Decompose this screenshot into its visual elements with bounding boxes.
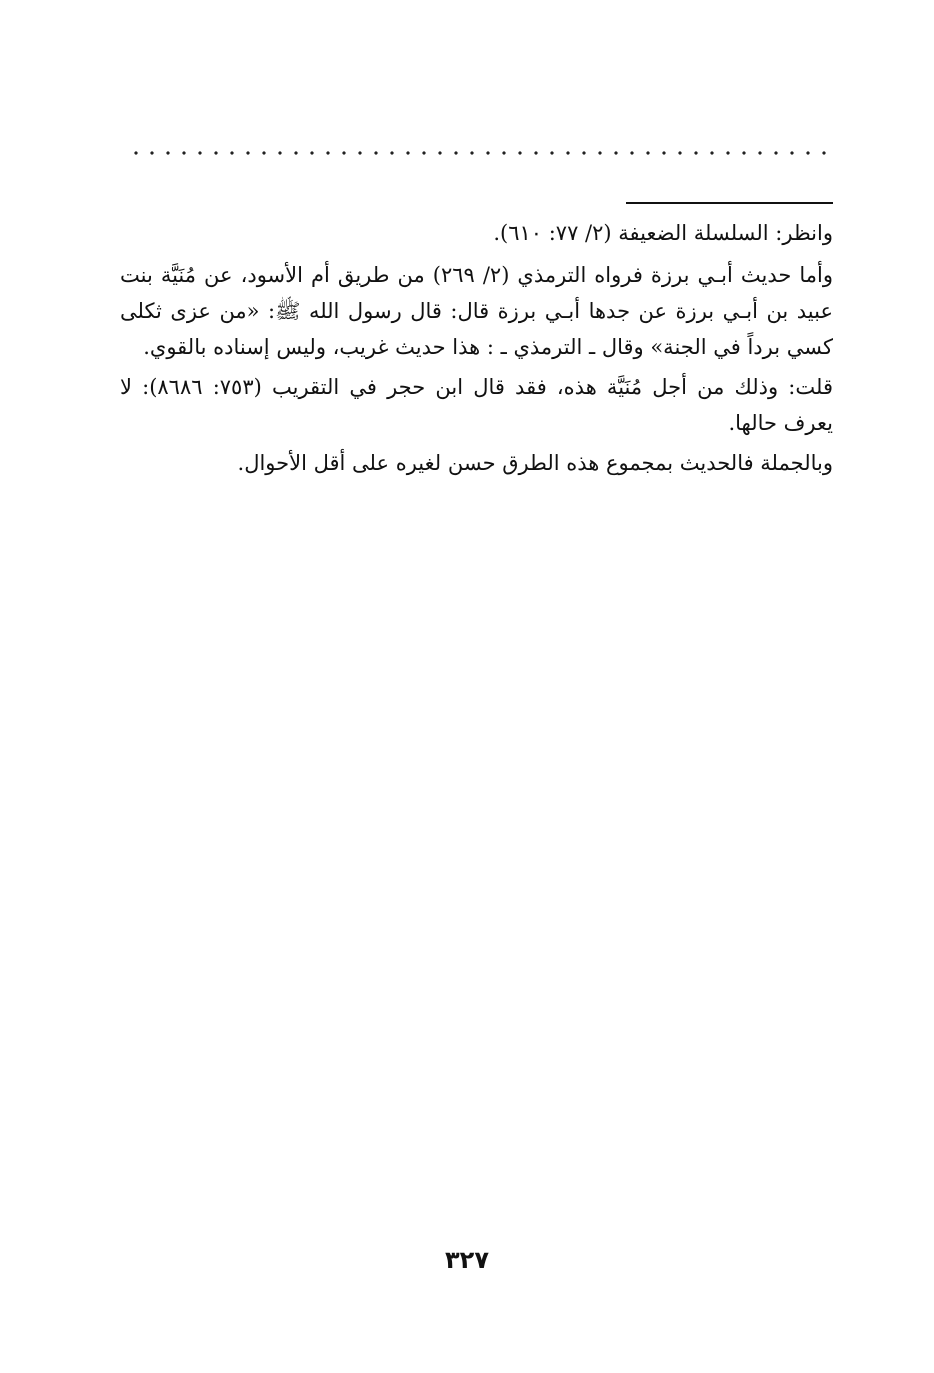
footnote-separator-line xyxy=(626,202,833,204)
footnote-paragraph-3: قلت: وذلك من أجل مُنَيَّة هذه، فقد قال ابن حجر في التقريب (٧٥٣: ٨٦٨٦): لا يعرف حالها. xyxy=(120,375,833,435)
page-number: ٣٢٧ xyxy=(445,1246,489,1274)
footnote-text-block xyxy=(120,215,833,485)
footnote-paragraph-1: وانظر: السلسلة الضعيفة (٢/ ٧٧: ٦١٠). xyxy=(493,221,833,245)
footnote-paragraph-2: وأما حديث أبـي برزة فرواه الترمذي (٢/ ٢٦٩) من طريق أم الأسود، عن مُنَيَّة بنت عبيد بن أبـي برزة عن جدها أبـي برزة قال: قال رسول الله ﷺ: «من عزى ثكلى كسي برداً في الجنة» وقال ـ الترمذي ـ : هذا حديث غريب، وليس إسناده بالقوي. xyxy=(120,263,833,359)
footnote-paragraph-4: وبالجملة فالحديث بمجموع هذه الطرق حسن لغيره على أقل الأحوال. xyxy=(237,451,833,475)
dotted-separator xyxy=(128,148,830,158)
